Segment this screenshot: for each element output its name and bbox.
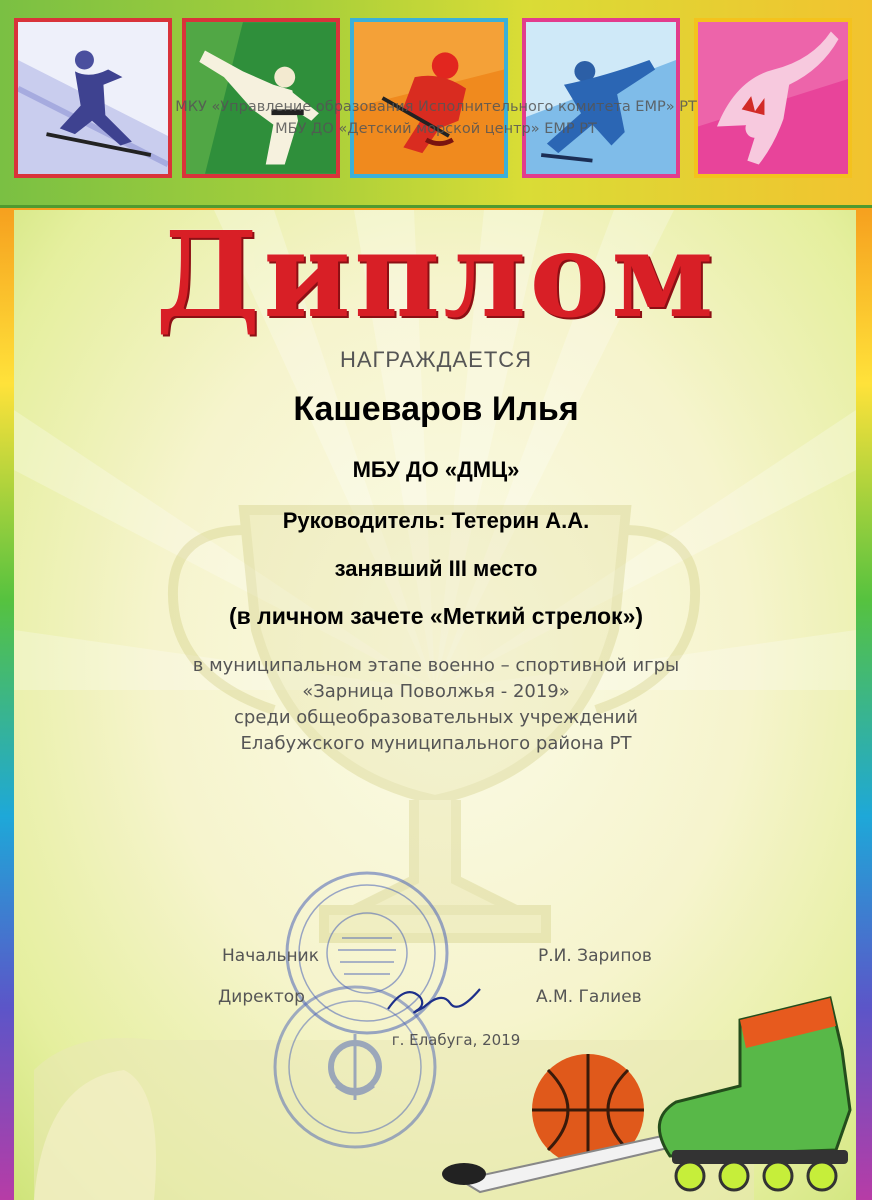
- place-date: г. Елабуга, 2019: [391, 1031, 521, 1049]
- org-header-line-2: МБУ ДО «Детский морской центр» ЕМР РТ: [275, 121, 597, 137]
- event-line-2: «Зарница Поволжья - 2019»: [302, 681, 570, 702]
- event-description: [0, 653, 872, 757]
- award-category: (в личном зачете «Меткий стрелок»): [228, 603, 644, 629]
- sports-banner: [0, 0, 872, 208]
- event-line-1: в муниципальном этапе военно – спортивной игры: [192, 655, 680, 676]
- roller-skate-icon: [659, 998, 850, 1190]
- awarded-label: НАГРАЖДАЕТСЯ: [339, 347, 533, 372]
- signature-role-1: Начальник: [222, 946, 319, 966]
- event-line-3: среди общеобразовательных учреждений: [234, 707, 638, 728]
- signature-name-1: Р.И. Зарипов: [538, 946, 652, 966]
- place-awarded: занявший III место: [334, 556, 538, 581]
- diploma-title: Диплом: [155, 205, 717, 344]
- signature-name-2: А.М. Галиев: [536, 987, 642, 1007]
- institution: МБУ ДО «ДМЦ»: [352, 457, 520, 482]
- org-header-line-1: МКУ «Управление образования Исполнительного комитета ЕМР» РТ: [175, 99, 697, 115]
- event-line-4: Елабужского муниципального района РТ: [240, 733, 632, 754]
- supervisor: Руководитель: Тетерин А.А.: [282, 508, 590, 533]
- signature-role-2: Директор: [218, 987, 305, 1007]
- organization-header: [0, 96, 872, 140]
- sports-equipment-illustration: [440, 990, 872, 1200]
- recipient-name: Кашеваров Илья: [293, 390, 579, 428]
